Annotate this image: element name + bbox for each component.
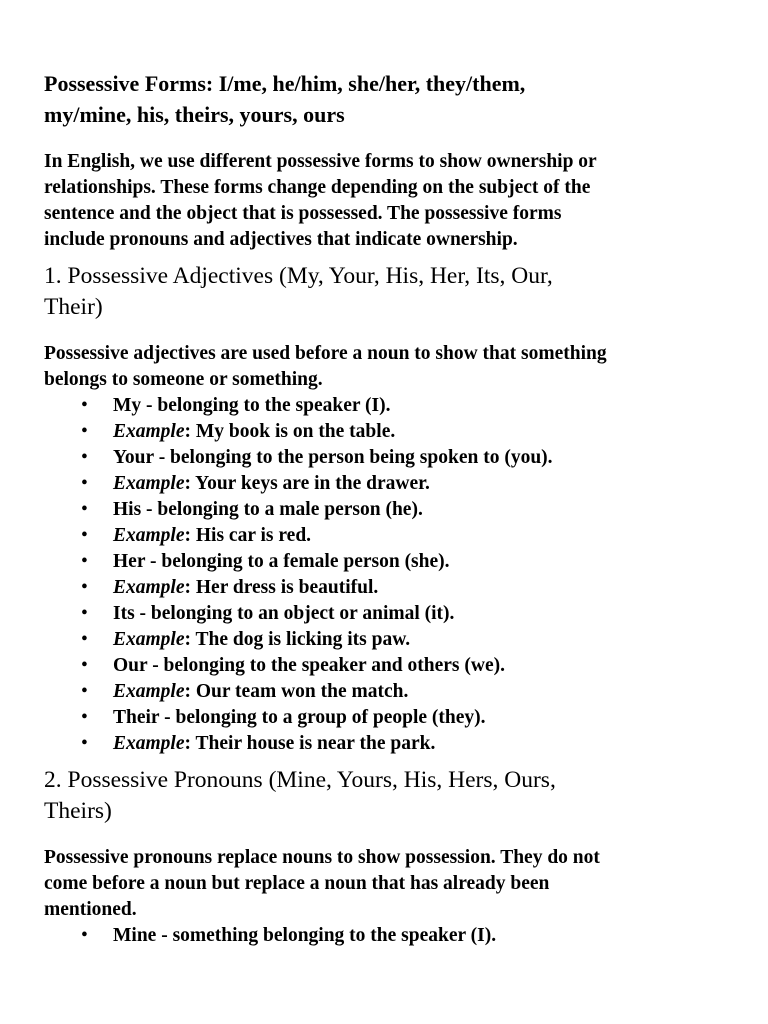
bullet-icon: •: [81, 925, 88, 946]
section-1-heading-line-2: Their): [44, 294, 103, 320]
bullet-icon: •: [81, 525, 88, 546]
document-page: [44, 68, 744, 949]
section-1-list: [44, 393, 744, 757]
list-item: [44, 549, 744, 575]
bullet-icon: •: [81, 629, 88, 650]
example-label: Example: [113, 525, 185, 546]
section-2-list: [44, 923, 744, 949]
document-title-line-1: Possessive Forms: I/me, he/him, she/her, they/them,: [44, 71, 526, 96]
intro-line: sentence and the object that is possessed. The possessive forms: [44, 203, 562, 224]
bullet-icon: •: [81, 499, 88, 520]
list-item: [44, 705, 744, 731]
section-2-intro: [44, 845, 744, 923]
bullet-icon: •: [81, 603, 88, 624]
list-item: [44, 923, 744, 949]
list-item: [44, 497, 744, 523]
list-item: [44, 601, 744, 627]
intro-paragraph: [44, 149, 744, 253]
list-item-text: Her - belonging to a female person (she).: [113, 551, 450, 572]
example-text: : Her dress is beautiful.: [184, 577, 379, 598]
section-2-intro-line: come before a noun but replace a noun that has already been: [44, 873, 550, 894]
bullet-icon: •: [81, 473, 88, 494]
example-label: Example: [113, 681, 185, 702]
section-2-heading: [44, 765, 744, 827]
example-text: : Your keys are in the drawer.: [184, 473, 430, 494]
section-2-heading-line-2: Theirs): [44, 798, 112, 824]
intro-line: relationships. These forms change depending on the subject of the: [44, 177, 591, 198]
section-2-heading-line-1: 2. Possessive Pronouns (Mine, Yours, His, Hers, Ours,: [44, 767, 556, 793]
bullet-icon: •: [81, 447, 88, 468]
list-item-example: [44, 679, 744, 705]
list-item-example: [44, 471, 744, 497]
list-item-text: Their - belonging to a group of people (they).: [113, 707, 486, 728]
list-item-example: [44, 627, 744, 653]
list-item-example: [44, 731, 744, 757]
section-1-heading-line-1: 1. Possessive Adjectives (My, Your, His, Her, Its, Our,: [44, 263, 553, 289]
list-item-text: His - belonging to a male person (he).: [113, 499, 423, 520]
list-item-text: Your - belonging to the person being spoken to (you).: [113, 447, 553, 468]
list-item-example: [44, 523, 744, 549]
list-item: [44, 393, 744, 419]
intro-line: In English, we use different possessive forms to show ownership or: [44, 151, 597, 172]
section-1-intro-line: belongs to someone or something.: [44, 369, 323, 390]
section-2-intro-line: mentioned.: [44, 899, 137, 920]
intro-line: include pronouns and adjectives that indicate ownership.: [44, 229, 518, 250]
list-item: [44, 445, 744, 471]
example-text: : My book is on the table.: [184, 421, 396, 442]
section-1-heading: [44, 261, 744, 323]
list-item-text: Its - belonging to an object or animal (it).: [113, 603, 455, 624]
list-item-text: Mine - something belonging to the speaker (I).: [113, 925, 497, 946]
example-text: : Our team won the match.: [184, 681, 409, 702]
bullet-icon: •: [81, 655, 88, 676]
example-label: Example: [113, 733, 185, 754]
example-text: : Their house is near the park.: [184, 733, 436, 754]
example-label: Example: [113, 473, 185, 494]
list-item: [44, 653, 744, 679]
bullet-icon: •: [81, 395, 88, 416]
list-item-text: My - belonging to the speaker (I).: [113, 395, 391, 416]
document-title-line-2: my/mine, his, theirs, yours, ours: [44, 102, 345, 127]
example-text: : The dog is licking its paw.: [184, 629, 411, 650]
example-label: Example: [113, 629, 185, 650]
list-item-example: [44, 575, 744, 601]
bullet-icon: •: [81, 707, 88, 728]
bullet-icon: •: [81, 551, 88, 572]
bullet-icon: •: [81, 421, 88, 442]
list-item-example: [44, 419, 744, 445]
bullet-icon: •: [81, 733, 88, 754]
example-label: Example: [113, 577, 185, 598]
section-1-intro: [44, 341, 744, 393]
document-title: [44, 68, 744, 130]
section-1-intro-line: Possessive adjectives are used before a noun to show that something: [44, 343, 607, 364]
example-label: Example: [113, 421, 185, 442]
section-2-intro-line: Possessive pronouns replace nouns to show possession. They do not: [44, 847, 600, 868]
bullet-icon: •: [81, 681, 88, 702]
list-item-text: Our - belonging to the speaker and others (we).: [113, 655, 505, 676]
example-text: : His car is red.: [184, 525, 312, 546]
bullet-icon: •: [81, 577, 88, 598]
